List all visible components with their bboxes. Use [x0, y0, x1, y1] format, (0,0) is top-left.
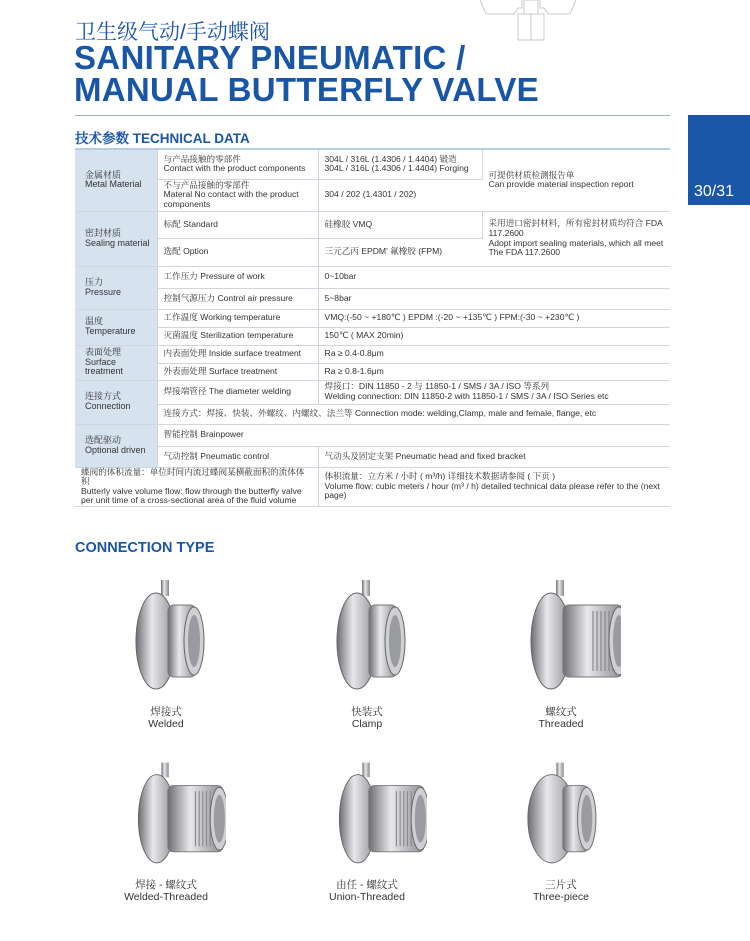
page-number-tab: 30/31: [688, 115, 750, 205]
type-label-cn: 快装式: [351, 706, 383, 718]
connection-type-welded-threaded: [86, 758, 246, 903]
table-row: [75, 467, 670, 506]
cell-text: 外表面处理 Surface treatment: [157, 363, 318, 380]
cell-text: 焊接端管径 The diameter welding: [157, 380, 318, 404]
cell-text: VMQ:(-50 ~ +180℃ ) EPDM :(-20 ~ +135℃ ) FPM:(-30 ~ +230℃ ): [318, 309, 670, 327]
page-title-line2: MANUAL BUTTERFLY VALVE: [74, 71, 539, 108]
cell-text: 硅橡胶 VMQ: [318, 211, 482, 238]
cell-text: 连接方式：焊接、快装、外螺纹、内螺纹、法兰等 Connection mode: welding,Clamp, male and female, flange, etc: [157, 404, 670, 424]
valve-image: [106, 758, 226, 873]
connection-type-clamp: [287, 575, 447, 730]
row-label-cn: 表面处理: [85, 347, 122, 358]
cell-text: 内表面处理 Inside surface treatment: [157, 345, 318, 363]
divider: [75, 115, 670, 116]
cell-text: Ra ≥ 0.8-1.6μm: [318, 363, 670, 380]
cell-text: Welding connection: DIN 11850-2 with 11850-1 / SMS / 3A / ISO Series etc: [324, 391, 609, 401]
cell-text: 0~10bar: [318, 266, 670, 288]
row-label-cn: 连接方式: [85, 391, 122, 402]
cell-text: 与产品接触的零部件: [163, 153, 241, 164]
valve-image: [501, 758, 621, 873]
valve-image: [307, 575, 427, 700]
row-label-en: Sealing material: [85, 237, 150, 248]
cell-text: Ra ≥ 0.4-0.8μm: [318, 345, 670, 363]
row-label-cn: 温度: [85, 316, 104, 327]
connection-type-three-piece: [481, 758, 641, 903]
cell-text: 灭菌温度 Sterilization temperature: [157, 327, 318, 345]
cell-text: 蝶阀的体积流量：单位时间内流过蝶阀某横截面积的流体体积: [81, 466, 305, 487]
cell-text: Butterly valve volume flow: flow through the butterfly valve per unit time of a cross-sectional area of the fluid volume: [81, 485, 302, 506]
cell-text: 采用进口密封材料，所有密封材质均符合 FDA 117.2600: [488, 218, 663, 238]
connection-type-heading: CONNECTION TYPE: [75, 540, 215, 556]
type-label-cn: 三片式: [545, 879, 577, 891]
type-label-cn: 螺纹式: [545, 706, 577, 718]
technical-data-table: [75, 148, 670, 507]
cell-text: 焊接口：DIN 11850 - 2 与 11850-1 / SMS / 3A / ISO 等系列: [324, 381, 550, 392]
type-label-en: Threaded: [538, 718, 584, 730]
table-row: [75, 363, 670, 380]
row-label-cn: 金属材质: [85, 169, 122, 180]
valve-image: [501, 575, 621, 700]
table-row: [75, 446, 670, 467]
row-label-en: Optional driven: [85, 444, 146, 455]
row-label-en: Metal Material: [85, 179, 142, 190]
cell-text: 工作压力 Pressure of work: [157, 266, 318, 288]
cell-text: 气动控制 Pneumatic control: [157, 446, 318, 467]
page-title-line1: SANITARY PNEUMATIC /: [74, 39, 466, 76]
valve-drawing-image: [478, 0, 578, 42]
type-label-en: Union-Threaded: [329, 891, 405, 903]
technical-data-heading: 技术参数 TECHNICAL DATA: [75, 131, 250, 146]
type-label-cn: 焊接式: [150, 706, 182, 718]
cell-text: 5~8bar: [318, 288, 670, 309]
cell-text: 选配 Option: [157, 238, 318, 266]
table-row: [75, 424, 670, 446]
cell-text: 体积流量：立方米 / 小时 ( m³/h) 详细技术数据请参阅 ( 下页 ): [324, 471, 556, 482]
cell-text: 可提供材质检测报告单: [488, 169, 575, 180]
cell-text: 不与产品接触的零部件: [163, 179, 250, 190]
table-row: [75, 345, 670, 363]
table-row: [75, 288, 670, 309]
table-row: [75, 266, 670, 288]
cell-text: 150℃ ( MAX 20min): [318, 327, 670, 345]
valve-image: [106, 575, 226, 700]
cell-text: Contact with the product components: [163, 163, 306, 174]
connection-type-union-threaded: [287, 758, 447, 903]
type-label-en: Clamp: [351, 718, 383, 730]
connection-type-threaded: [481, 575, 641, 730]
type-label-en: Welded-Threaded: [124, 891, 208, 903]
cell-text: Materal No contact with the product components: [163, 189, 299, 209]
connection-type-welded: [86, 575, 246, 730]
cell-text: Volume flow: cubic meters / hour (m³ / h) detailed technical data please refer to the (next page): [324, 480, 660, 501]
table-row: [75, 211, 670, 238]
cell-text: 304 / 202 (1.4301 / 202): [318, 179, 482, 211]
type-label-en: Welded: [148, 718, 184, 730]
cell-text: 304L / 316L (1.4306 / 1.4404) Forging: [324, 163, 469, 174]
table-row: [75, 404, 670, 424]
cell-text: 工作温度 Working temperature: [157, 309, 318, 327]
cell-text: 标配 Standard: [157, 211, 318, 238]
row-label-cn: 密封材质: [85, 227, 122, 238]
row-label-en: Pressure: [85, 286, 122, 297]
table-row: [75, 149, 670, 179]
type-label-cn: 焊接 - 螺纹式: [135, 879, 197, 891]
row-label-en: Connection: [85, 401, 131, 411]
cell-text: 控制气源压力 Control air pressure: [157, 288, 318, 309]
table-row: [75, 309, 670, 327]
row-label-en: Temperature: [85, 326, 136, 336]
cell-text: Can provide material inspection report: [488, 179, 634, 190]
row-label-cn: 选配驱动: [85, 434, 122, 445]
type-label-cn: 由任 - 螺纹式: [336, 879, 398, 891]
cell-text: 304L / 316L (1.4306 / 1.4404) 锻造: [324, 153, 457, 164]
cell-text: 三元乙丙 EPDM' 氟橡胶 (FPM): [318, 238, 482, 266]
table-row: [75, 380, 670, 404]
row-label-cn: 压力: [85, 276, 104, 287]
cell-text: Adopt import sealing materials, which all meet The FDA 117.2600: [488, 237, 664, 258]
cell-text: 智能控制 Brainpower: [157, 424, 670, 446]
page-title-cn: 卫生级气动/手动蝶阀: [75, 21, 270, 44]
cell-text: 气动头及固定支架 Pneumatic head and fixed bracket: [318, 446, 670, 467]
table-row: [75, 327, 670, 345]
row-label-en: Surface treatment: [85, 356, 124, 377]
type-label-en: Three-piece: [532, 891, 590, 903]
valve-image: [307, 758, 427, 873]
